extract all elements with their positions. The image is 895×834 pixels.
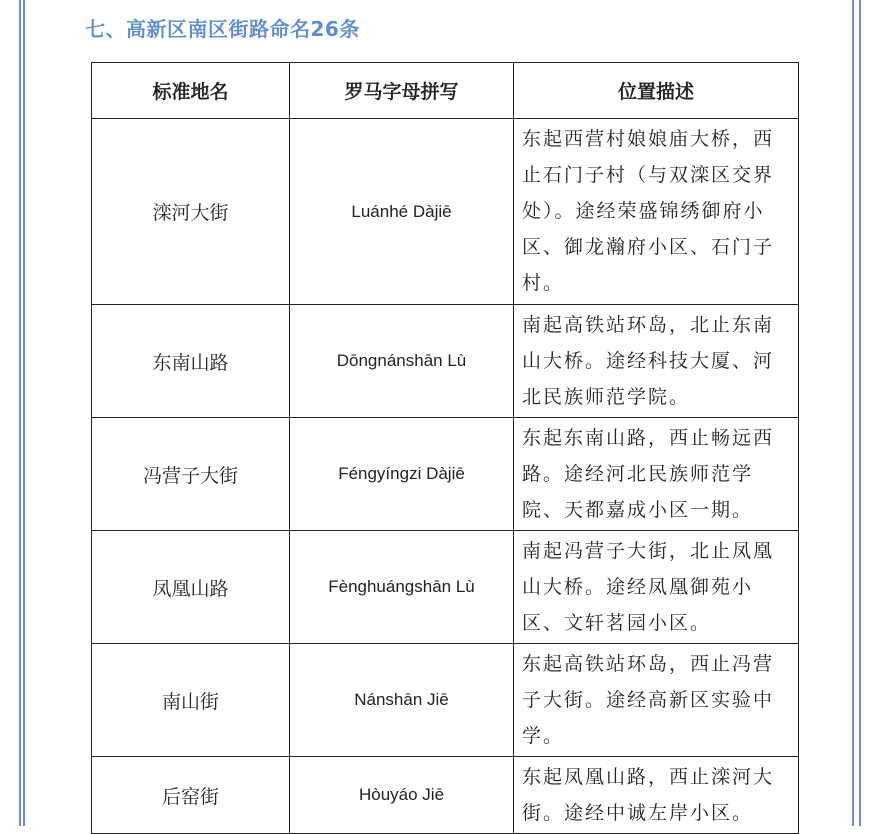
table-row (92, 644, 799, 757)
street-naming-table (91, 62, 799, 834)
table-row (92, 119, 799, 305)
street-pinyin: Fènghuángshān Lù (290, 531, 514, 644)
street-name: 南山街 (92, 644, 290, 757)
street-description: 东起凤凰山路，西止滦河大街。途经中诚左岸小区。 (514, 757, 799, 834)
street-description: 南起高铁站环岛，北止东南山大桥。途经科技大厦、河北民族师范学院。 (514, 305, 799, 418)
street-name: 后窑街 (92, 757, 290, 834)
street-pinyin: Féngyíngzi Dàjiē (290, 418, 514, 531)
street-description: 东起东南山路，西止畅远西路。途经河北民族师范学院、天都嘉成小区一期。 (514, 418, 799, 531)
street-pinyin: Nánshān Jiē (290, 644, 514, 757)
street-description: 东起西营村娘娘庙大桥，西止石门子村（与双滦区交界处）。途经荣盛锦绣御府小区、御龙瀚府小区、石门子村。 (514, 119, 799, 305)
table-row (92, 531, 799, 644)
header-standard-name: 标准地名 (92, 63, 290, 119)
street-pinyin: Hòuyáo Jiē (290, 757, 514, 834)
street-pinyin: Luánhé Dàjiē (290, 119, 514, 305)
header-location-description: 位置描述 (514, 63, 799, 119)
street-name: 滦河大街 (92, 119, 290, 305)
street-name: 冯营子大街 (92, 418, 290, 531)
page-frame-right (852, 0, 861, 826)
table-header-row (92, 63, 799, 119)
header-romanization: 罗马字母拼写 (290, 63, 514, 119)
street-description: 东起高铁站环岛，西止冯营子大街。途经高新区实验中学。 (514, 644, 799, 757)
street-name: 凤凰山路 (92, 531, 290, 644)
table-row (92, 418, 799, 531)
table-row (92, 757, 799, 834)
section-title: 七、高新区南区街路命名26条 (85, 17, 360, 41)
street-description: 南起冯营子大街，北止凤凰山大桥。途经凤凰御苑小区、文轩茗园小区。 (514, 531, 799, 644)
table-row (92, 305, 799, 418)
street-pinyin: Dōngnánshān Lù (290, 305, 514, 418)
page-frame-left (19, 0, 25, 826)
street-name: 东南山路 (92, 305, 290, 418)
